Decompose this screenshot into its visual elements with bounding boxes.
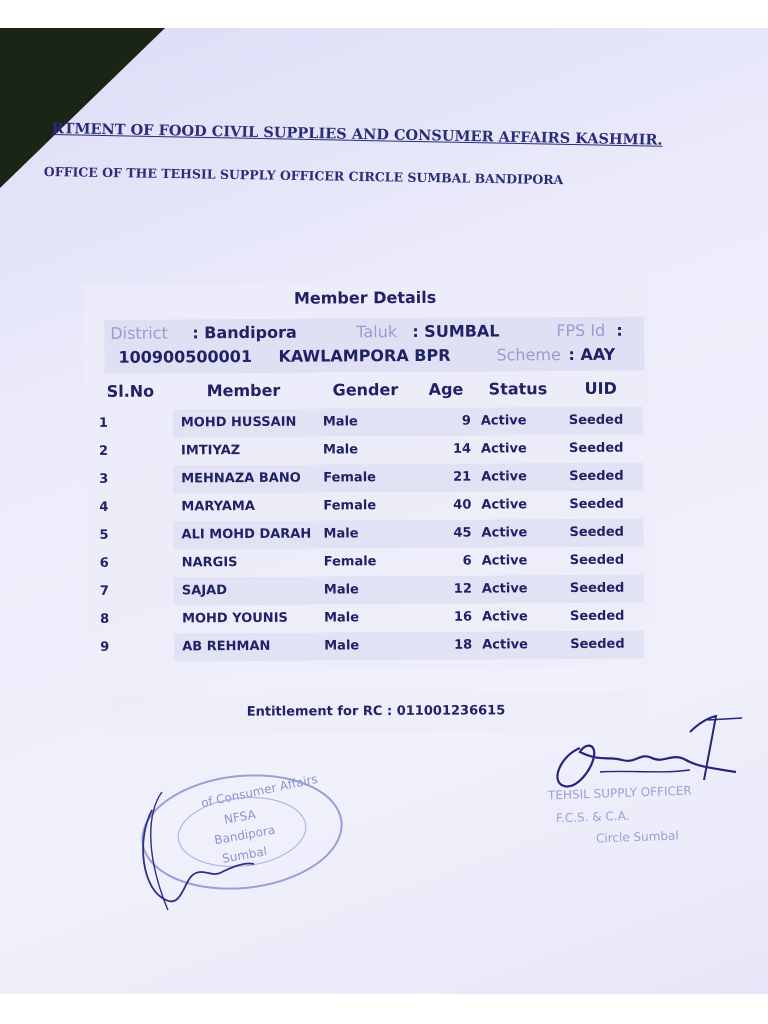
table-row — [84, 631, 650, 662]
scheme-label: Scheme — [496, 345, 561, 365]
fps-label: FPS Id — [556, 320, 606, 341]
cell-age: 12 — [453, 581, 472, 597]
scheme-value: : AAY — [568, 344, 616, 365]
table-row — [83, 435, 649, 466]
cell-status: Active — [482, 637, 528, 653]
cell-slno: 9 — [100, 639, 110, 655]
district-label: District — [110, 323, 168, 343]
cell-uid: Seeded — [569, 580, 625, 597]
cell-age: 9 — [461, 413, 471, 429]
stamp-text-line2: NFSA — [223, 807, 257, 827]
column-header-gender: Gender — [332, 380, 399, 400]
table-row — [84, 575, 650, 606]
table-row — [83, 407, 649, 438]
table-row — [84, 547, 650, 578]
cell-gender: Male — [322, 414, 358, 430]
cell-gender: Female — [323, 470, 377, 486]
table-row — [84, 603, 650, 634]
cell-member: AB REHMAN — [182, 638, 271, 655]
office-stamp — [122, 770, 348, 910]
cell-slno: 2 — [98, 443, 109, 459]
column-header-age: Age — [428, 379, 464, 399]
cell-member: MEHNAZA BANO — [181, 470, 301, 487]
cell-age: 45 — [453, 525, 472, 541]
cell-slno: 5 — [99, 527, 109, 543]
bottom-margin — [0, 994, 768, 1024]
column-header-slno: Sl.No — [106, 381, 155, 401]
cell-gender: Female — [323, 498, 377, 514]
cell-status: Active — [481, 469, 527, 485]
cell-slno: 1 — [98, 415, 108, 431]
cell-uid: Seeded — [569, 496, 624, 513]
officer-signature — [540, 712, 750, 802]
cell-gender: Male — [324, 638, 360, 654]
cell-age: 40 — [453, 497, 472, 513]
cell-member: MOHD HUSSAIN — [180, 414, 297, 431]
cell-uid: Seeded — [568, 440, 624, 457]
cell-slno: 6 — [99, 555, 109, 571]
stamp-text-line3: Bandipora — [213, 822, 277, 848]
cell-age: 16 — [453, 609, 473, 625]
cell-gender: Male — [323, 582, 359, 598]
cell-status: Active — [480, 413, 527, 429]
column-header-status: Status — [488, 379, 548, 399]
cell-uid: Seeded — [568, 412, 624, 429]
district-value: : Bandipora — [192, 322, 297, 343]
cell-gender: Male — [323, 526, 359, 542]
cell-member: SAJAD — [181, 583, 228, 599]
cell-status: Active — [480, 441, 527, 457]
cell-uid: Seeded — [569, 468, 624, 485]
fps-name-value: KAWLAMPORA BPR — [278, 345, 451, 366]
cell-status: Active — [481, 525, 528, 541]
officer-designation: TEHSIL SUPPLY OFFICER — [547, 783, 692, 803]
cell-uid: Seeded — [569, 608, 625, 625]
table-row — [83, 491, 649, 522]
department-heading: RTMENT OF FOOD CIVIL SUPPLIES AND CONSUMER AFFAIRS KASHMIR. — [51, 120, 663, 149]
cell-age: 6 — [462, 553, 472, 569]
column-header-uid: UID — [584, 378, 617, 398]
cell-member: ALI MOHD DARAH — [181, 526, 312, 543]
cell-status: Active — [481, 581, 528, 597]
column-header-member: Member — [206, 380, 281, 401]
taluk-value: : SUMBAL — [412, 321, 500, 341]
cell-status: Active — [481, 497, 528, 513]
taluk-label: Taluk — [356, 322, 398, 342]
office-heading: OFFICE OF THE TEHSIL SUPPLY OFFICER CIRCLE SUMBAL BANDIPORA — [43, 164, 564, 188]
cell-gender: Male — [323, 610, 360, 626]
cell-status: Active — [481, 609, 528, 625]
cell-gender: Female — [323, 554, 377, 570]
cell-age: 14 — [452, 441, 472, 457]
cell-gender: Male — [322, 442, 359, 458]
cell-uid: Seeded — [569, 524, 625, 541]
cell-uid: Seeded — [569, 552, 625, 569]
stamp-text-line4: Sumbal — [221, 844, 269, 866]
cell-slno: 3 — [99, 471, 109, 487]
info-bar — [104, 317, 644, 374]
fps-colon: : — [616, 320, 623, 340]
fps-id-value: 100900500001 — [118, 346, 253, 367]
entitlement-text: Entitlement for RC : 011001236615 — [246, 703, 506, 720]
card-title: Member Details — [293, 287, 437, 308]
officer-circle: Circle Sumbal — [595, 828, 679, 846]
cell-slno: 7 — [99, 583, 109, 599]
cell-age: 18 — [454, 637, 473, 653]
cell-slno: 4 — [99, 499, 109, 515]
cell-slno: 8 — [100, 611, 110, 627]
cell-age: 21 — [453, 469, 472, 485]
stamp-text-line1: of Consumer Affairs — [199, 771, 319, 811]
table-row — [83, 519, 649, 550]
cell-member: NARGIS — [181, 555, 238, 571]
officer-department: F.C.S. & C.A. — [555, 808, 630, 826]
cell-member: IMTIYAZ — [180, 443, 241, 459]
cell-member: MOHD YOUNIS — [182, 610, 288, 627]
cell-uid: Seeded — [570, 636, 625, 653]
table-row — [83, 463, 649, 494]
member-details-card — [82, 281, 650, 670]
cell-status: Active — [481, 553, 528, 569]
cell-member: MARYAMA — [181, 498, 255, 515]
